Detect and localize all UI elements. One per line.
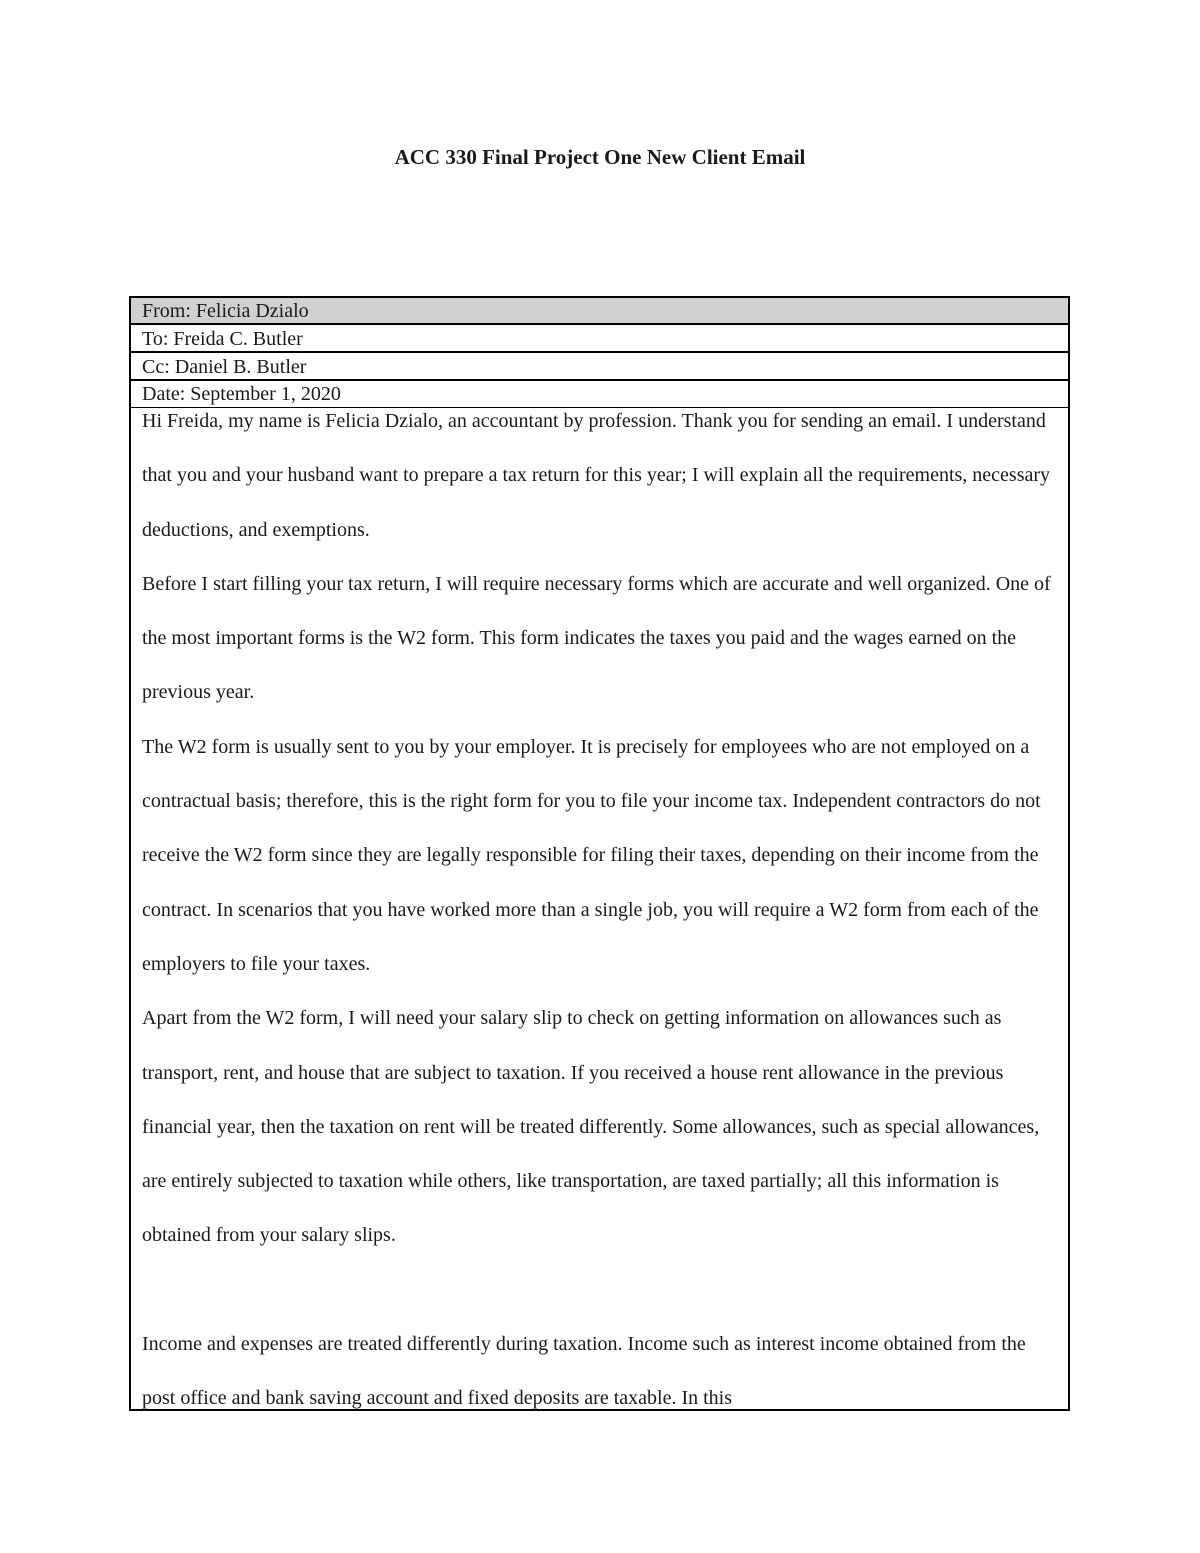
body-paragraph-salary-slip: Apart from the W2 form, I will need your salary slip to check on getting information on allowances such as transport, rent, and house that are subject to taxation. If you received a house rent allowance in the previous financial year, then the taxation on rent will be treated differently. Some allowances, such as special allowances, are entirely subjected to taxation while others, like transportation, are taxed partially; all this information is obtained from your salary slips.	[142, 1007, 1040, 1247]
email-table	[129, 296, 1070, 1411]
body-paragraph-greeting: Hi Freida, my name is Felicia Dzialo, an accountant by profession. Thank you for sending an email. I understand that you and your husband want to prepare a tax return for this year; I will explain all the requirements, necessary deductions, and exemptions.	[142, 410, 1051, 541]
body-paragraph-w2: The W2 form is usually sent to you by your employer. It is precisely for employees who are not employed on a contractual basis; therefore, this is the right form for you to file your income tax. Independent contractors do not receive the W2 form since they are legally responsible for filing their taxes, depending on their income from the contract. In scenarios that you have worked more than a single job, you will require a W2 form from each of the employers to file your taxes.	[142, 735, 1041, 975]
body-paragraph-income: Income and expenses are treated differently during taxation. Income such as interest income obtained from the post office and bank saving account and fixed deposits are taxable. In this	[142, 1333, 1026, 1410]
date-field: Date: September 1, 2020	[131, 381, 1068, 408]
cc-field: Cc: Daniel B. Butler	[131, 353, 1068, 381]
to-field: To: Freida C. Butler	[131, 325, 1068, 353]
document-title: ACC 330 Final Project One New Client Email	[394, 145, 806, 169]
body-paragraph-forms: Before I start filling your tax return, I will require necessary forms which are accurate and well organized. One of the most important forms is the W2 form. This form indicates the taxes you paid and the wages earned on the previous year.	[142, 572, 1051, 704]
from-field: From: Felicia Dzialo	[131, 298, 1068, 325]
email-body	[131, 394, 1068, 1426]
paragraph-spacer	[142, 1263, 1060, 1317]
